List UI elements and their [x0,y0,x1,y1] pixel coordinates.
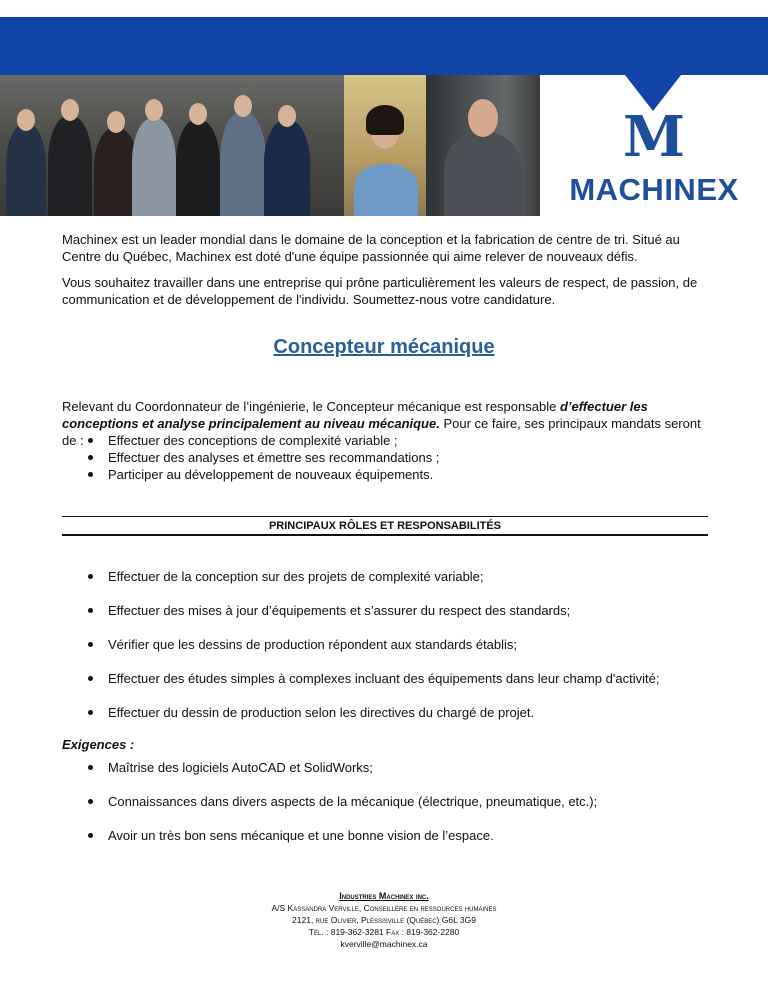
employee-photo-woman [344,75,426,216]
logo-wordmark: MACHINEX [569,172,739,207]
header-banner [0,17,768,75]
mandates-list [88,432,439,483]
list-item: Effectuer des conceptions de complexité variable ; [88,432,439,449]
list-item: Maîtrise des logiciels AutoCAD et SolidWorks; [88,759,597,776]
requirements-heading: Exigences : [62,737,135,752]
machinex-logo [540,75,768,216]
description-emphasis: d’effectuer les conceptions et analyse principalement au niveau mécanique. [62,399,648,431]
list-item: Connaissances dans divers aspects de la mécanique (électrique, pneumatique, etc.); [88,793,597,810]
list-item: Vérifier que les dessins de production répondent aux standards établis; [88,636,659,653]
list-item: Participer au développement de nouveaux équipements. [88,466,439,483]
list-item: Effectuer des études simples à complexes incluant des équipements dans leur champ d'activité; [88,670,659,687]
description-tail: Pour ce faire, ses principaux mandats seront de : [62,416,701,448]
header-photos [0,75,540,216]
roles-heading: PRINCIPAUX RÔLES ET RESPONSABILITÉS [62,516,708,536]
intro-paragraph-2: Vous souhaitez travailler dans une entreprise qui prône particulièrement les valeurs de respect, de passion, de communication et de développement de l'individu. Soumettez-nous votre candidature. [62,275,698,307]
team-photo [0,75,344,216]
footer-contact: A/S Kassandra Verville, Conseillère en ressources humaines [271,903,497,913]
roles-list [88,568,659,738]
footer-address: 2121, rue Olivier, Plessisville (Québec) G6L 3G9 [292,915,476,925]
list-item: Effectuer des analyses et émettre ses recommandations ; [88,449,439,466]
footer-company: Industries Machinex inc. [339,891,429,901]
description-lead: Relevant du Coordonnateur de l’ingénierie, le Concepteur mécanique est responsable [62,399,560,414]
list-item: Effectuer de la conception sur des projets de complexité variable; [88,568,659,585]
employee-photo-man [426,75,540,216]
list-item: Effectuer du dessin de production selon les directives du chargé de projet. [88,704,659,721]
contact-footer [0,890,768,950]
job-title: Concepteur mécanique [273,336,495,358]
footer-email[interactable]: kverville@machinex.ca [340,939,428,949]
footer-phones: Tél. : 819-362-3281 Fax : 819-362-2280 [308,927,460,937]
requirements-list [88,759,597,861]
intro-paragraph-1: Machinex est un leader mondial dans le domaine de la conception et la fabrication de centre de tri. Situé au Centre du Québec, Machinex est doté d'une équipe passionnée qui aime relever de nouveaux défis. [62,232,680,264]
list-item: Avoir un très bon sens mécanique et une bonne vision de l’espace. [88,827,597,844]
logo-letter: M [623,104,685,170]
list-item: Effectuer des mises à jour d’équipements et s’assurer du respect des standards; [88,602,659,619]
